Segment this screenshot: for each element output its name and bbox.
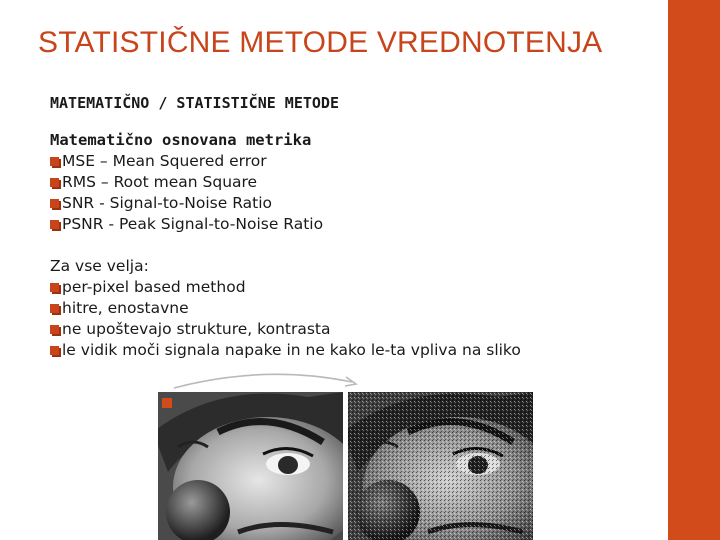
square-bullet-icon <box>50 199 59 208</box>
image-comparison <box>158 370 538 540</box>
square-bullet-icon <box>50 304 59 313</box>
clown-noisy-photo <box>348 392 533 540</box>
list-item <box>50 340 521 361</box>
curved-arrow-icon <box>170 370 360 392</box>
left-margin <box>0 0 11 540</box>
square-bullet-icon <box>50 346 59 355</box>
list-item-text: hitre, enostavne <box>62 299 189 317</box>
list-item <box>50 277 521 298</box>
properties-heading: Za vse velja: <box>50 257 149 275</box>
list-item-text: le vidik moči signala napake in ne kako le-ta vpliva na sliko <box>62 341 521 359</box>
metrics-heading: Matematično osnovana metrika <box>50 131 312 149</box>
square-bullet-icon <box>50 157 59 166</box>
square-bullet-icon <box>50 178 59 187</box>
square-bullet-icon <box>50 325 59 334</box>
metrics-list <box>50 151 323 235</box>
properties-section <box>50 256 521 361</box>
square-bullet-icon <box>50 220 59 229</box>
list-item <box>50 151 323 172</box>
list-item-text: ne upoštevajo strukture, kontrasta <box>62 320 331 338</box>
clown-original-photo <box>158 392 343 540</box>
list-item-text: MSE – Mean Squered error <box>62 152 267 170</box>
list-item-text: RMS – Root mean Square <box>62 173 258 191</box>
square-bullet-icon <box>50 283 59 292</box>
properties-list <box>50 277 521 361</box>
accent-bar <box>668 0 720 540</box>
list-item <box>50 214 323 235</box>
list-item <box>50 193 323 214</box>
list-item-text: PSNR - Peak Signal-to-Noise Ratio <box>62 215 324 233</box>
list-item <box>50 319 521 340</box>
list-item-text: SNR - Signal-to-Noise Ratio <box>62 194 273 212</box>
list-item <box>50 298 521 319</box>
slide-subheading: MATEMATIČNO / STATISTIČNE METODE <box>50 94 339 112</box>
list-item <box>50 172 323 193</box>
metrics-section <box>50 130 323 235</box>
list-item-text: per-pixel based method <box>62 278 246 296</box>
slide-title: STATISTIČNE METODE VREDNOTENJA <box>38 26 603 59</box>
